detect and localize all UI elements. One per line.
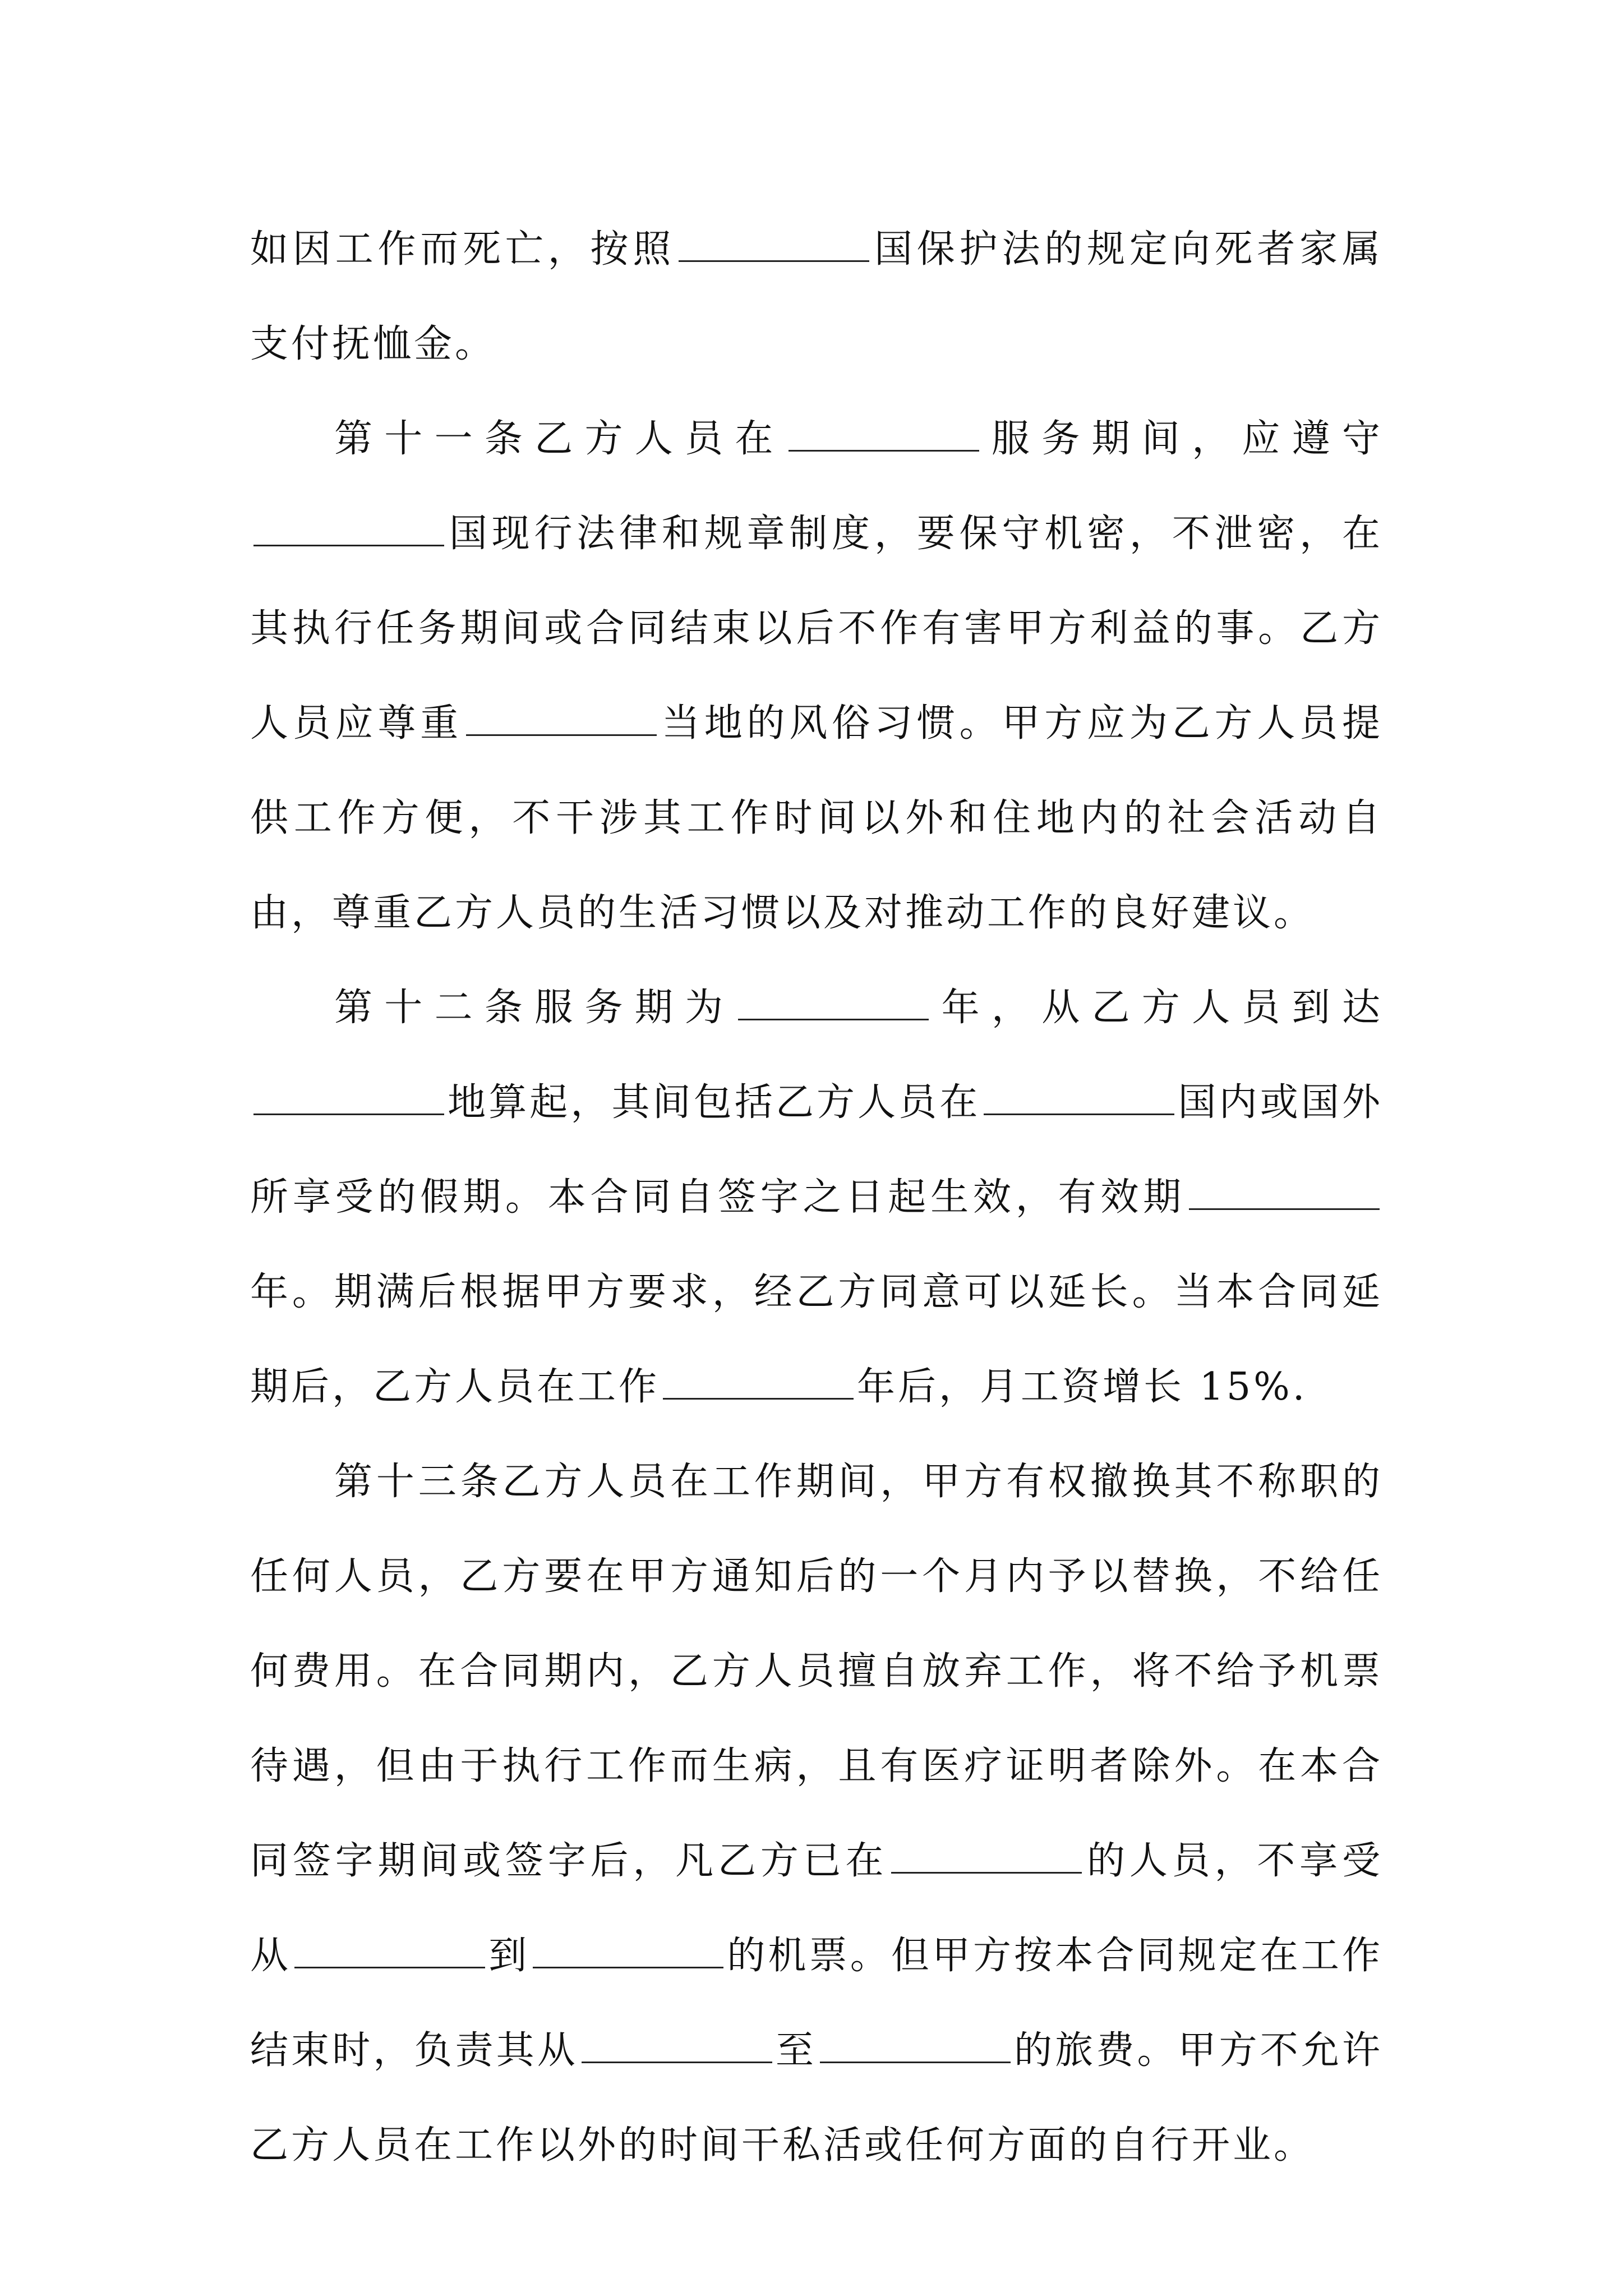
fill-in-blank (253, 1080, 444, 1115)
text-segment: 年后，月工资增长 15%. (857, 1365, 1308, 1409)
fill-in-blank (582, 2028, 772, 2063)
fill-in-blank (1189, 1175, 1380, 1210)
text-segment: 的机票。但甲方按本合同规定在工作结束时，负责其从 (250, 1934, 1383, 2073)
text-segment: 第十一条乙方人员在 (334, 417, 785, 461)
paragraph-p4 (250, 1434, 1383, 2193)
text-segment: 服务期间，应遵守 (982, 417, 1383, 461)
paragraph-p2 (250, 392, 1383, 960)
text-segment: 国保护法的规定向死者家属支付抚恤金。 (250, 227, 1383, 366)
fill-in-blank (738, 985, 929, 1020)
fill-in-blank (253, 511, 444, 546)
fill-in-blank (663, 1364, 854, 1400)
text-segment: 的人员，不享受从 (250, 1839, 1383, 1978)
fill-in-blank (891, 1838, 1082, 1874)
text-segment: 地算起，其间包括乙方人员在 (448, 1080, 981, 1125)
text-segment: 国内或国外所享受的假期。本合同自签字之日起生效，有效期 (250, 1080, 1383, 1220)
text-segment: 年。期满后根据甲方要求，经乙方同意可以延长。当本合同延期后，乙方人员在工作 (250, 1270, 1383, 1409)
text-segment: 当地的风俗习惯。甲方应为乙方人员提供工作方便，不干涉其工作时间以外和住地内的社会活动自由，尊重乙方人员的生活习惯以及对推动工作的良好建议。 (250, 701, 1383, 935)
text-segment: 的旅费。甲方不允许乙方人员在工作以外的时间干私活或任何方面的自行开业。 (250, 2028, 1383, 2168)
text-segment: 年，从乙方人员到达 (932, 986, 1383, 1030)
text-segment: 第十三条乙方人员在工作期间，甲方有权撤换其不称职的任何人员，乙方要在甲方通知后的一个月内予以替换，不给任何费用。在合同期内，乙方人员擅自放弃工作，将不给予机票待遇，但由于执行工作而生病，且有医疗证明者除外。在本合同签字期间或签字后，凡乙方已在 (250, 1460, 1383, 1883)
fill-in-blank (466, 701, 657, 736)
text-segment: 第十二条服务期为 (334, 986, 735, 1030)
fill-in-blank (984, 1080, 1174, 1115)
fill-in-blank (679, 227, 869, 262)
paragraph-p1 (250, 202, 1383, 392)
paragraph-p3 (250, 960, 1383, 1434)
text-segment: 国现行法律和规章制度，要保守机密，不泄密，在其执行任务期间或合同结束以后不作有害甲方利益的事。乙方人员应尊重 (250, 512, 1383, 746)
fill-in-blank (820, 2028, 1011, 2063)
document-body (250, 202, 1383, 2193)
text-segment: 至 (775, 2028, 817, 2073)
fill-in-blank (294, 1933, 485, 1968)
fill-in-blank (789, 416, 979, 452)
text-segment: 如因工作而死亡，按照 (250, 227, 676, 272)
fill-in-blank (533, 1933, 723, 1968)
text-segment: 到 (488, 1934, 530, 1978)
